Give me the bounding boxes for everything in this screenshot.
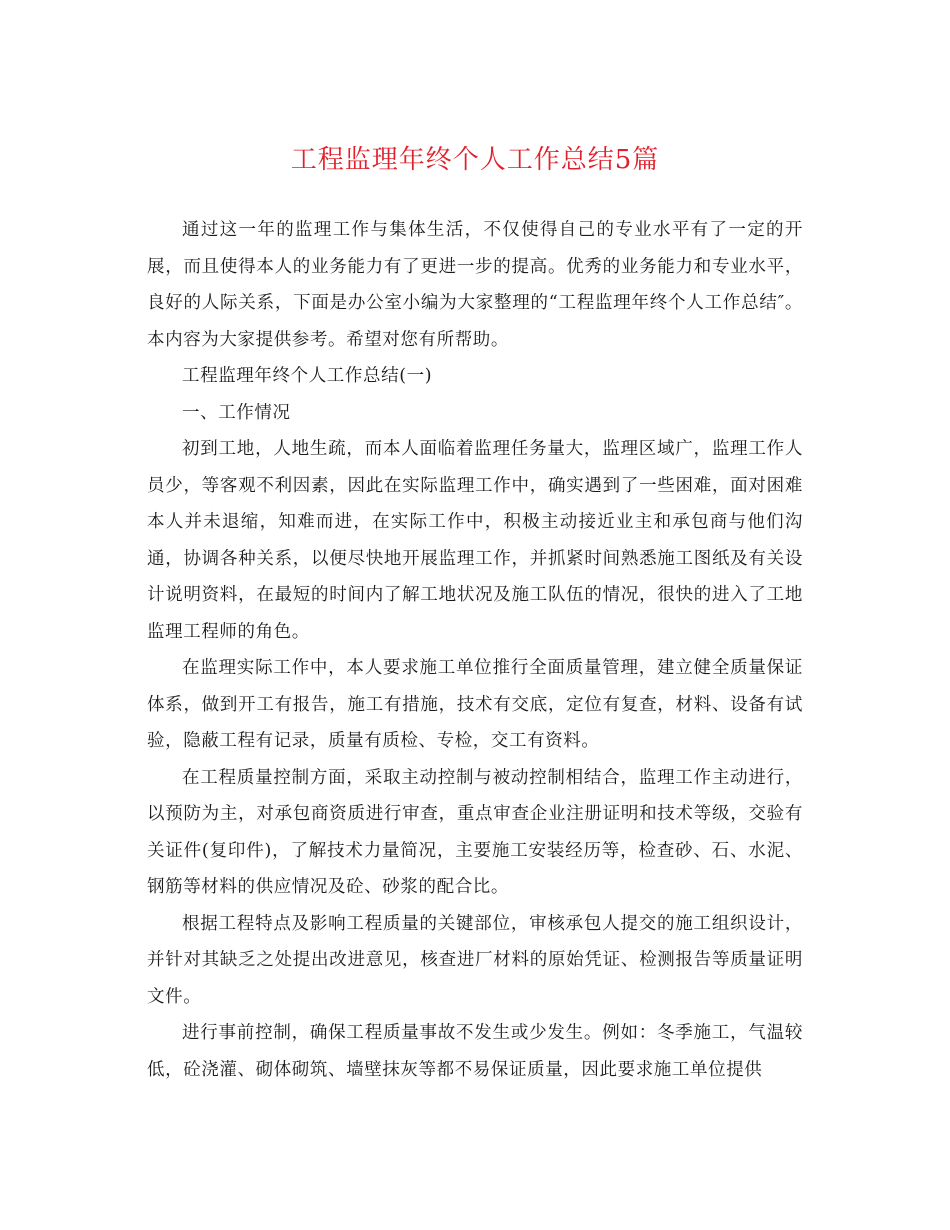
body-paragraph: 在监理实际工作中，本人要求施工单位推行全面质量管理，建立健全质量保证体系，做到开工有报告，施工有措施，技术有交底，定位有复查，材料、设备有试验，隐蔽工程有记录，质量有质检、专检，交工有资料。 [147,658,803,751]
document-body [147,212,803,1088]
body-paragraph: 根据工程特点及影响工程质量的关键部位，审核承包人提交的施工组织设计，并针对其缺乏之处提出改进意见，核查进厂材料的原始凭证、检测报告等质量证明文件。 [147,913,803,1007]
document-title: 工程监理年终个人工作总结5篇 [290,145,660,175]
body-paragraph: 进行事前控制，确保工程质量事故不发生或少发生。例如：冬季施工，气温较低，砼浇灌、砌体砌筑、墙壁抹灰等都不易保证质量，因此要求施工单位提供 [147,1023,803,1080]
body-paragraph: 在工程质量控制方面，采取主动控制与被动控制相结合，监理工作主动进行，以预防为主，对承包商资质进行审查，重点审查企业注册证明和技术等级，交验有关证件(复印件)，了解技术力量简况，主要施工安装经历等，检查砂、石、水泥、钢筋等材料的供应情况及砼、砂浆的配合比。 [147,767,803,897]
body-paragraph: 初到工地，人地生疏，而本人面临着监理任务量大，监理区域广，监理工作人员少，等客观不利因素，因此在实际监理工作中，确实遇到了一些困难，面对困难本人并未退缩，知难而进，在实际工作中，积极主动接近业主和承包商与他们沟通，协调各种关系，以便尽快地开展监理工作，并抓紧时间熟悉施工图纸及有关设计说明资料，在最短的时间内了解工地状况及施工队伍的情况，很快的进入了工地监理工程师的角色。 [147,439,803,642]
intro-paragraph: 通过这一年的监理工作与集体生活，不仅使得自己的专业水平有了一定的开展，而且使得本人的业务能力有了更进一步的提高。优秀的业务能力和专业水平，良好的人际关系，下面是办公室小编为大家整理的“工程监理年终个人工作总结″。本内容为大家提供参考。希望对您有所帮助。 [147,220,803,350]
subsection-heading: 一、工作情况 [182,402,291,423]
section-heading: 工程监理年终个人工作总结(一) [182,366,433,386]
